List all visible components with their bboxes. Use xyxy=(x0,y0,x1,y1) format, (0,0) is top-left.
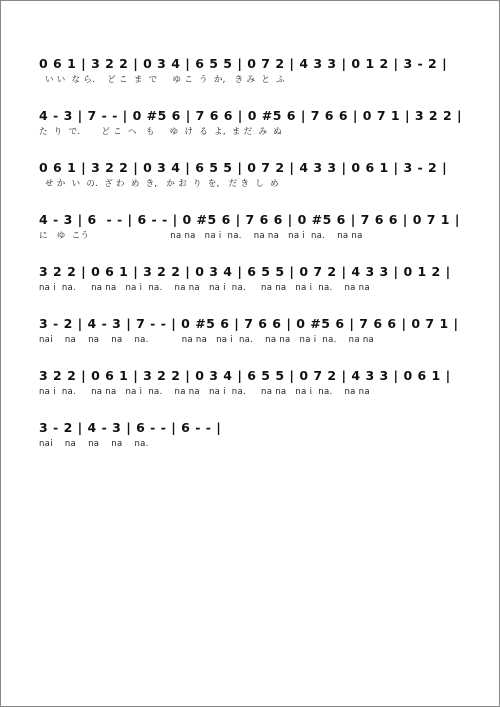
notation-line: 0 6 1 | 3 2 2 | 0 3 4 | 6 5 5 | 0 7 2 | 4 3 3 | 0 1 2 | 3 - 2 | xyxy=(39,56,448,71)
score-system-8 xyxy=(39,419,463,451)
lyrics-line: na i na. na na na i na. na na na i na. na na na i na. na na xyxy=(39,387,370,397)
lyrics-line: na i na. na na na i na. na na na i na. na na na i na. na na xyxy=(39,283,370,293)
lyrics-line: nai na na na na. xyxy=(39,439,149,449)
notation-line: 3 - 2 | 4 - 3 | 7 - - | 0 #5 6 | 7 6 6 | 0 #5 6 | 7 6 6 | 0 7 1 | xyxy=(39,316,459,331)
score-system-6 xyxy=(39,315,463,347)
score-system-3 xyxy=(39,159,463,191)
notation-line: 3 - 2 | 4 - 3 | 6 - - | 6 - - | xyxy=(39,420,222,435)
score-system-1 xyxy=(39,55,463,87)
score-system-2 xyxy=(39,107,463,139)
score-system-5 xyxy=(39,263,463,295)
notation-line: 0 6 1 | 3 2 2 | 0 3 4 | 6 5 5 | 0 7 2 | 4 3 3 | 0 6 1 | 3 - 2 | xyxy=(39,160,448,175)
lyrics-line: い い な ら. ど こ ま で ゆ こ う か, き み と ふ xyxy=(39,75,285,85)
notation-line: 3 2 2 | 0 6 1 | 3 2 2 | 0 3 4 | 6 5 5 | 0 7 2 | 4 3 3 | 0 1 2 | xyxy=(39,264,451,279)
lyrics-line: に ゆ こう na na na i na. na na na i na. na na xyxy=(39,231,363,241)
score-system-4 xyxy=(39,211,463,243)
lyrics-line: た り で. ど こ へ も ゆ け る よ, ま だ み ぬ xyxy=(39,127,283,137)
notation-line: 4 - 3 | 6 - - | 6 - - | 0 #5 6 | 7 6 6 | 0 #5 6 | 7 6 6 | 0 7 1 | xyxy=(39,212,460,227)
notation-line: 3 2 2 | 0 6 1 | 3 2 2 | 0 3 4 | 6 5 5 | 0 7 2 | 4 3 3 | 0 6 1 | xyxy=(39,368,451,383)
notation-line: 4 - 3 | 7 - - | 0 #5 6 | 7 6 6 | 0 #5 6 | 7 6 6 | 0 7 1 | 3 2 2 | xyxy=(39,108,463,123)
jianpu-score xyxy=(39,55,463,471)
lyrics-line: せ か い の. ざ わ め き, か お り を, だ き し め xyxy=(39,179,279,189)
lyrics-line: nai na na na na. na na na i na. na na na i na. na na xyxy=(39,335,375,345)
score-system-7 xyxy=(39,367,463,399)
